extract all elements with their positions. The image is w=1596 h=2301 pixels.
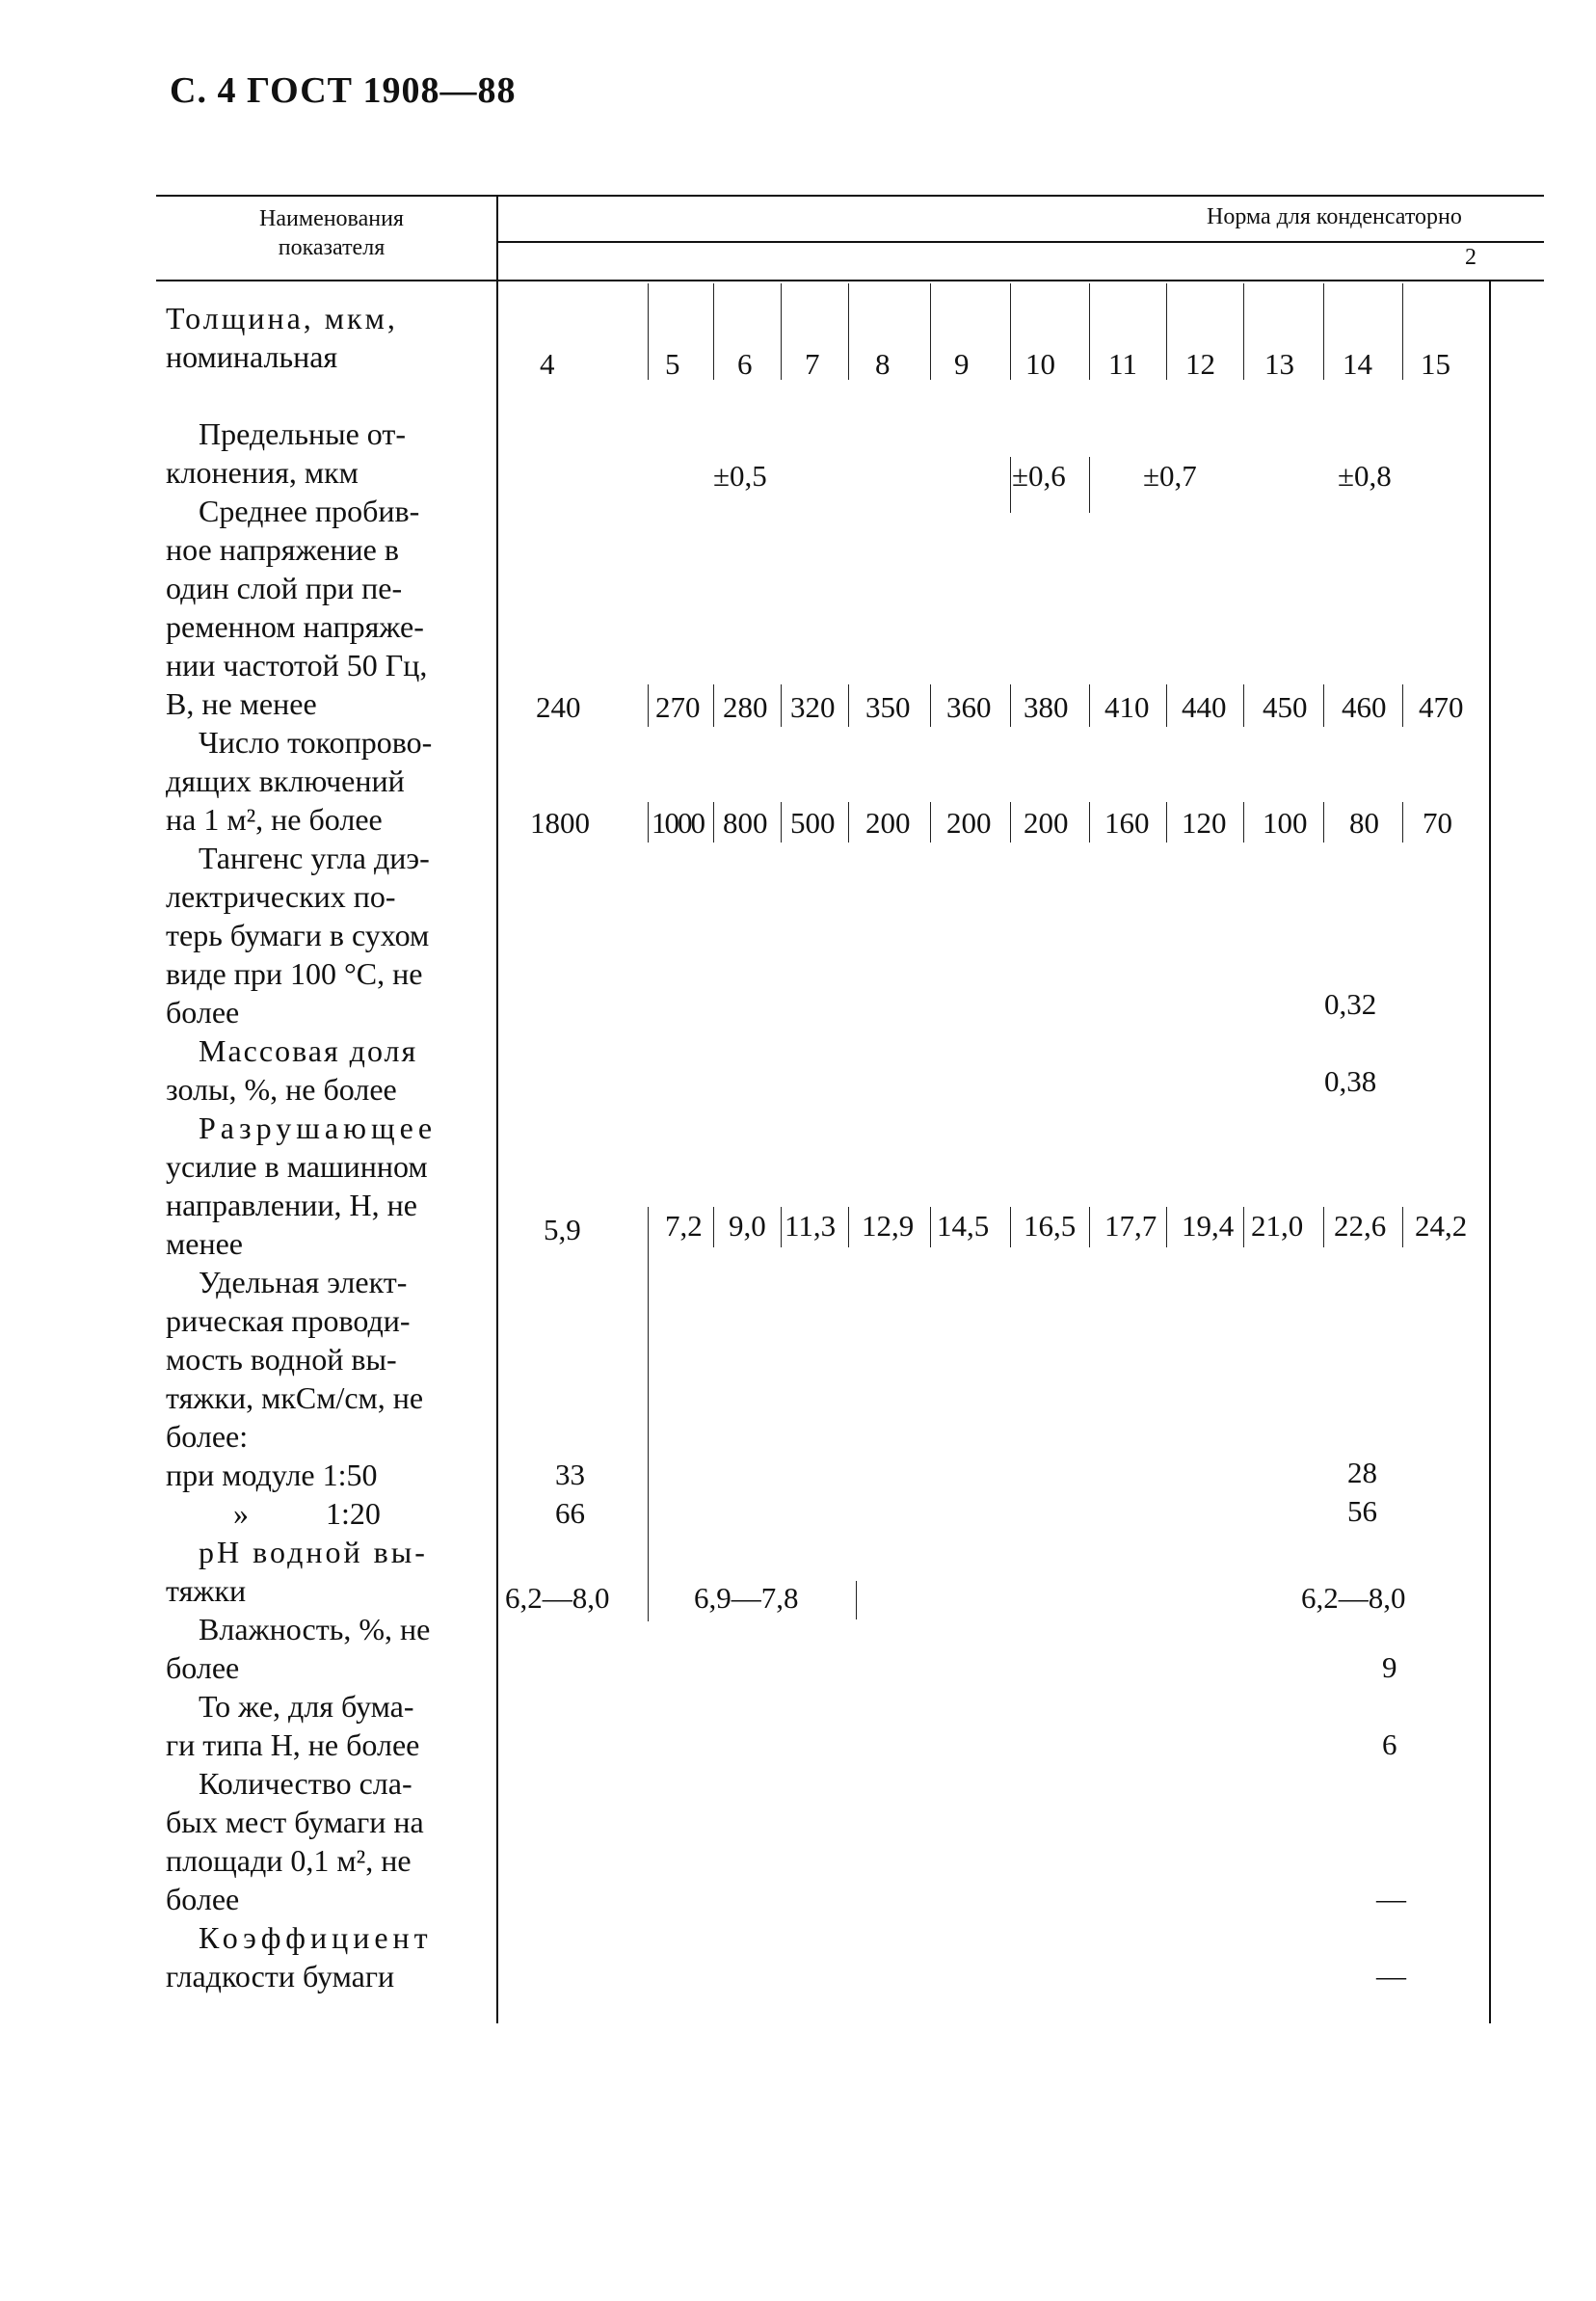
table-cell: 6 (737, 347, 753, 381)
table-cell: ±0,7 (1143, 459, 1197, 493)
sep (930, 684, 931, 727)
sep (930, 283, 931, 380)
table-cell: 240 (536, 690, 581, 724)
table-cell: 33 (555, 1458, 585, 1491)
table-cell: 450 (1263, 690, 1308, 724)
sep (713, 802, 714, 843)
table-cell: 6 (1382, 1727, 1397, 1761)
sep (1089, 457, 1090, 513)
table-cell: 380 (1024, 690, 1069, 724)
sep (930, 1207, 931, 1247)
sep (1089, 802, 1090, 843)
row-label-moisture-type-h: То же, для бума- ги типа Н, не более (166, 1689, 420, 1762)
table-cell: 320 (790, 690, 836, 724)
table-cell: 360 (946, 690, 992, 724)
table-cell: 6,2—8,0 (505, 1581, 610, 1615)
name-column-divider (496, 195, 498, 2023)
table-cell: 800 (723, 806, 768, 840)
sep (1089, 1207, 1090, 1247)
table-cell: 7 (805, 347, 820, 381)
table-cell: 28 (1347, 1456, 1377, 1489)
header-bottom-rule (156, 280, 1544, 281)
table-cell: 21,0 (1251, 1209, 1304, 1243)
table-cell: 280 (723, 690, 768, 724)
sep (648, 684, 649, 727)
sep (781, 684, 782, 727)
table-cell: 24,2 (1415, 1209, 1468, 1243)
sep (781, 1207, 782, 1247)
sep (1402, 1207, 1403, 1247)
table-cell: 1000 (652, 806, 704, 840)
table-cell: 80 (1349, 806, 1379, 840)
sep (781, 283, 782, 380)
row-label-conductive-inclusions: Число токопрово- дящих включений на 1 м², не более (166, 725, 433, 837)
sep (713, 283, 714, 380)
table-cell: 120 (1182, 806, 1227, 840)
table-cell: 270 (655, 690, 701, 724)
table-cell: 9,0 (729, 1209, 766, 1243)
table-cell: — (1376, 1882, 1406, 1915)
row-label-breaking-force: Разрушающее усилие в машинном направлении, Н, не менее (166, 1110, 438, 1261)
sep (648, 283, 649, 380)
sep (1323, 802, 1324, 843)
column-header-norm: Норма для конденсаторно (1207, 204, 1462, 229)
sep (1010, 802, 1011, 843)
table-cell: 14,5 (937, 1209, 990, 1243)
sep (1323, 684, 1324, 727)
header-sub-rule (498, 241, 1544, 243)
sep (848, 684, 849, 727)
sep (648, 1207, 649, 1621)
sep (1010, 684, 1011, 727)
row-label-moisture: Влажность, %, не более (166, 1612, 431, 1685)
row-label-weak-spots: Количество сла- бых мест бумаги на площади 0,1 м², не более (166, 1766, 424, 1916)
table-cell: 410 (1104, 690, 1150, 724)
sep (1166, 684, 1167, 727)
row-label-modulus-150: при модуле 1:50 (166, 1458, 378, 1492)
sep (1323, 1207, 1324, 1247)
right-column-divider (1489, 280, 1491, 2023)
sep (848, 1207, 849, 1247)
sep (1243, 283, 1244, 380)
sep (1010, 1207, 1011, 1247)
table-cell: 12,9 (862, 1209, 915, 1243)
table-cell: ±0,6 (1012, 459, 1066, 493)
table-cell: 66 (555, 1496, 585, 1530)
table-cell: 440 (1182, 690, 1227, 724)
sep (1243, 802, 1244, 843)
table-cell: 19,4 (1182, 1209, 1235, 1243)
table-cell: 12 (1185, 347, 1215, 381)
row-label-thickness: Толщина, мкм, номинальная (166, 301, 398, 374)
table-cell: 22,6 (1334, 1209, 1387, 1243)
table-cell: 17,7 (1104, 1209, 1157, 1243)
sep (1402, 684, 1403, 727)
sep (856, 1581, 857, 1619)
table-cell: 160 (1104, 806, 1150, 840)
sep (1243, 684, 1244, 727)
sep (648, 802, 649, 843)
table-cell: 6,9—7,8 (694, 1581, 799, 1615)
sep (1089, 684, 1090, 727)
table-cell: 1800 (530, 806, 590, 840)
table-cell: 8 (875, 347, 891, 381)
column-header-name: Наименования показателя (259, 206, 404, 260)
row-label-tolerance: Предельные от- клонения, мкм (166, 416, 406, 490)
sep (848, 283, 849, 380)
sep (1089, 283, 1090, 380)
table-cell: 16,5 (1024, 1209, 1077, 1243)
sep (848, 802, 849, 843)
sep (1402, 283, 1403, 380)
table-cell: 9 (1382, 1650, 1397, 1684)
table-cell: 500 (790, 806, 836, 840)
table-cell: 0,32 (1324, 987, 1377, 1021)
row-label-ph: рН водной вы- тяжки (166, 1535, 428, 1608)
table-cell: 6,2—8,0 (1301, 1581, 1406, 1615)
table-cell: 11,3 (785, 1209, 837, 1243)
row-label-modulus-120: » 1:20 (233, 1496, 381, 1531)
table-cell: 200 (865, 806, 911, 840)
table-cell: 70 (1423, 806, 1452, 840)
table-cell: 350 (865, 690, 911, 724)
sep (1166, 283, 1167, 380)
table-cell: 4 (540, 347, 555, 381)
table-cell: 15 (1421, 347, 1450, 381)
table-cell: 200 (946, 806, 992, 840)
sep (1323, 283, 1324, 380)
table-cell: ±0,5 (713, 459, 767, 493)
sep (1010, 457, 1011, 513)
table-cell: 11 (1108, 347, 1137, 381)
sep (1166, 1207, 1167, 1247)
sep (713, 684, 714, 727)
sep (1010, 283, 1011, 380)
table-cell: 5 (665, 347, 680, 381)
row-label-conductivity: Удельная элект- рическая проводи- мость водной вы- тяжки, мкСм/см, не более: (166, 1265, 424, 1454)
table-cell: 10 (1025, 347, 1055, 381)
table-cell: 200 (1024, 806, 1069, 840)
table-cell: 14 (1343, 347, 1372, 381)
table-cell: 5,9 (544, 1213, 581, 1246)
sep (1166, 802, 1167, 843)
column-header-sub: 2 (1465, 245, 1476, 270)
table-cell: — (1376, 1959, 1406, 1993)
table-cell: 0,38 (1324, 1064, 1377, 1098)
row-label-breakdown-voltage: Среднее пробив- ное напряжение в один слой при пе- ременном напряже- нии частотой 50 Гц, В, не менее (166, 494, 428, 721)
table-cell: 56 (1347, 1494, 1377, 1528)
sep (1243, 1207, 1244, 1247)
sep (930, 802, 931, 843)
table-cell: 9 (954, 347, 970, 381)
table-cell: 460 (1342, 690, 1387, 724)
row-label-ash: Массовая доля золы, %, не более (166, 1033, 418, 1107)
table-cell: 100 (1263, 806, 1308, 840)
page-header: С. 4 ГОСТ 1908—88 (170, 70, 517, 111)
table-cell: 470 (1419, 690, 1464, 724)
sep (781, 802, 782, 843)
row-label-tangent-loss: Тангенс угла диэ- лектрических по- терь бумаги в сухом виде при 100 °С, не более (166, 841, 430, 1030)
table-cell: 7,2 (665, 1209, 703, 1243)
table-cell: 13 (1264, 347, 1294, 381)
sep (1402, 802, 1403, 843)
sep (713, 1207, 714, 1247)
table-cell: ±0,8 (1338, 459, 1392, 493)
row-label-smoothness: Коэффициент гладкости бумаги (166, 1920, 433, 1993)
table-top-rule (156, 195, 1544, 197)
